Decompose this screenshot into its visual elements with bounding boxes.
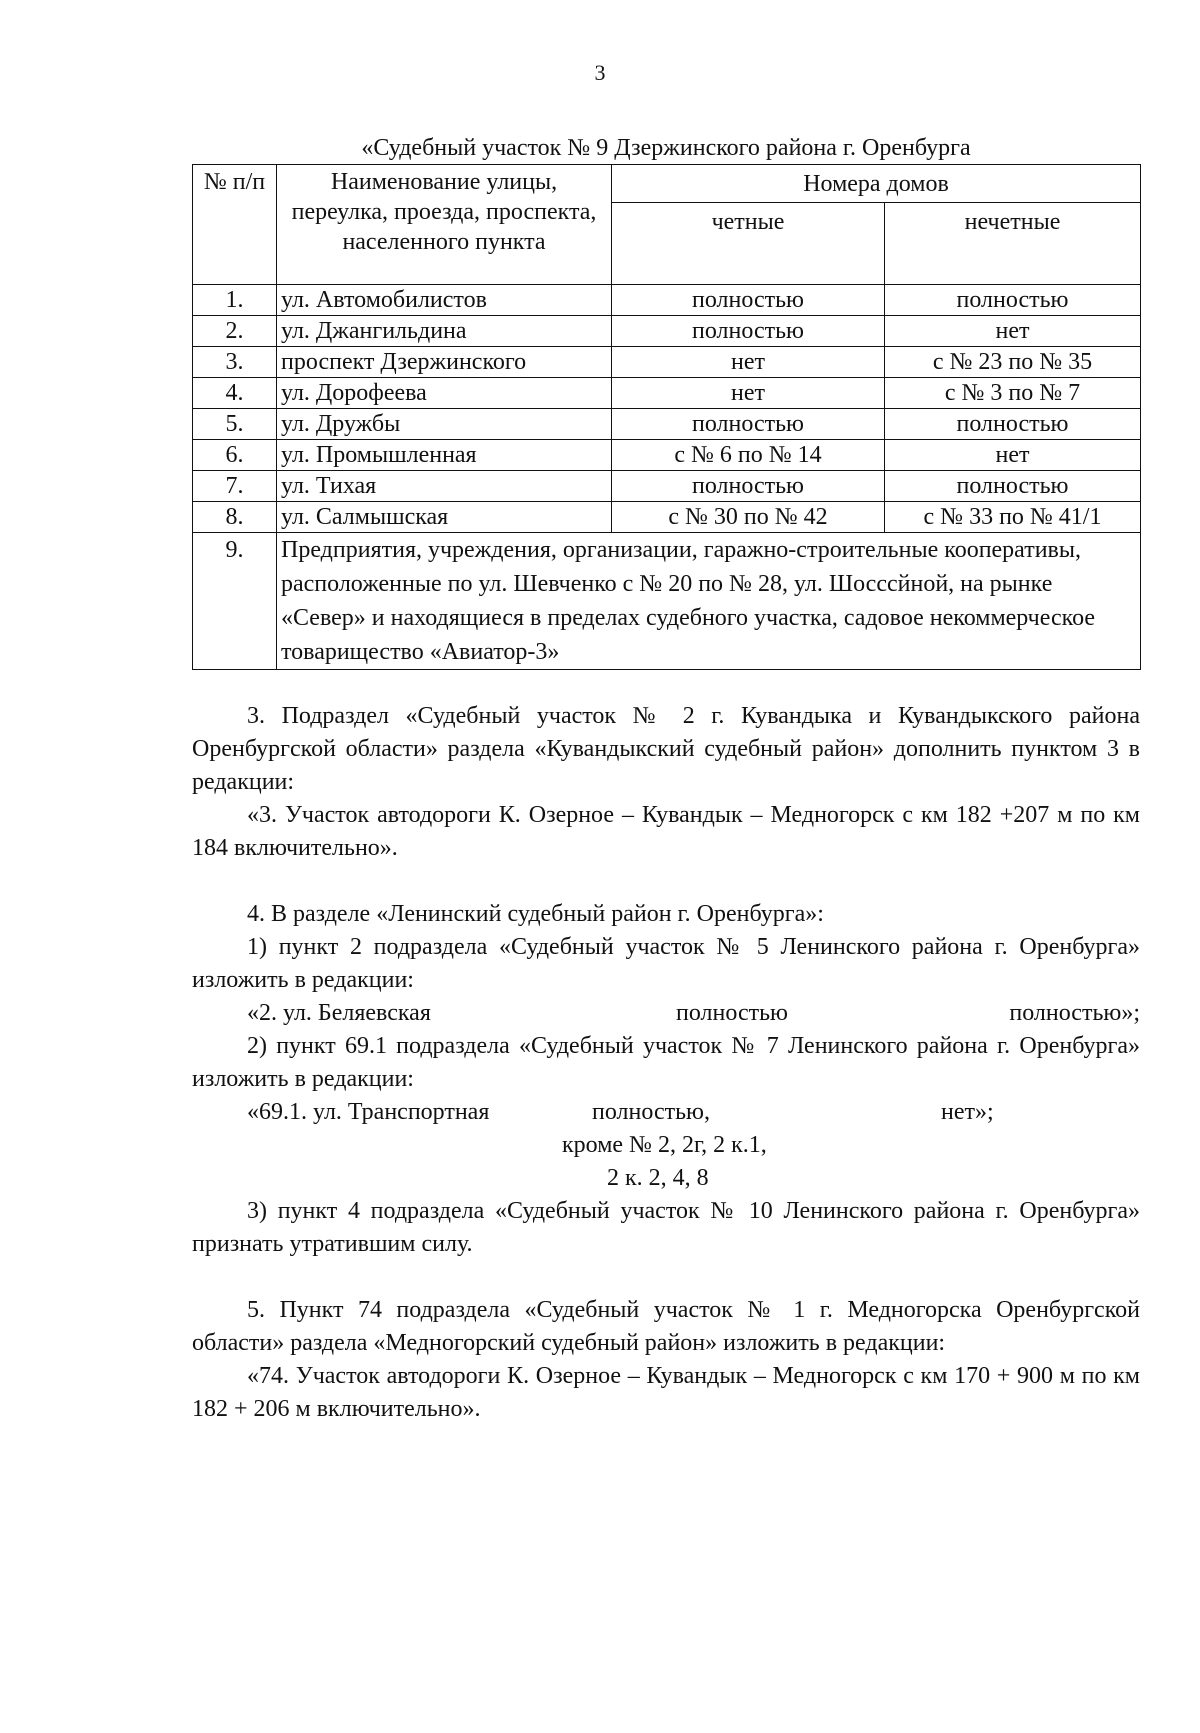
row-num: 6. [193, 440, 277, 471]
row-num: 8. [193, 502, 277, 533]
row-num: 4. [193, 378, 277, 409]
header-odd: нечетные [885, 203, 1141, 285]
section4-title: 4. В разделе «Ленинский судебный район г. Оренбурга»: [247, 901, 824, 927]
row-even: нет [612, 347, 885, 378]
row-street: ул. Джангильдина [277, 316, 612, 347]
item1-street: «2. ул. Беляевская [247, 1000, 431, 1026]
table-row [193, 440, 1141, 471]
row-street: ул. Дружбы [277, 409, 612, 440]
row-odd: с № 23 по № 35 [885, 347, 1141, 378]
section5-paragraph: 5. Пункт 74 подраздела «Судебный участок № 1 г. Медногорска Оренбургской области» раздела «Медногорский судебный район» изложить в редакции: [192, 1297, 1140, 1356]
header-street: Наименование улицы, переулка, проезда, проспекта, населенного пункта [277, 165, 612, 285]
row-even: с № 30 по № 42 [612, 502, 885, 533]
table-row [193, 285, 1141, 316]
table-body [193, 285, 1141, 533]
section4-item3: 3) пункт 4 подраздела «Судебный участок № 10 Ленинского района г. Оренбурга» признать утратившим силу. [192, 1198, 1140, 1257]
row-odd: полностью [885, 285, 1141, 316]
row-street: ул. Салмышская [277, 502, 612, 533]
row-odd: нет [885, 440, 1141, 471]
row-num: 9. [193, 533, 277, 670]
table-row [193, 378, 1141, 409]
header-houses: Номера домов [612, 165, 1141, 203]
row-even: полностью [612, 409, 885, 440]
row-even: с № 6 по № 14 [612, 440, 885, 471]
item2-odd: нет»; [941, 1099, 994, 1125]
section5-quote: «74. Участок автодороги К. Озерное – Кувандык – Медногорск с км 170 + 900 м по км 182 + 206 м включительно». [192, 1363, 1140, 1422]
row-street: ул. Тихая [277, 471, 612, 502]
row-odd: полностью [885, 471, 1141, 502]
document-body [192, 132, 1140, 1426]
row-even: полностью [612, 285, 885, 316]
header-num: № п/п [193, 165, 277, 285]
row-num: 5. [193, 409, 277, 440]
table-row [193, 471, 1141, 502]
row-street: ул. Промышленная [277, 440, 612, 471]
item2-street: «69.1. ул. Транспортная [247, 1099, 490, 1125]
row-odd: нет [885, 316, 1141, 347]
table-row [193, 409, 1141, 440]
section3-paragraph: 3. Подраздел «Судебный участок № 2 г. Кувандыка и Кувандыкского района Оренбургской области» раздела «Кувандыкский судебный район» дополнить пунктом 3 в редакции: [192, 703, 1140, 795]
item2-even-line3: 2 к. 2, 4, 8 [607, 1165, 709, 1191]
item1-even: полностью [676, 1000, 788, 1026]
page-number: 3 [594, 60, 606, 85]
amendments [192, 700, 1140, 1426]
row-num: 2. [193, 316, 277, 347]
court-district-table [192, 164, 1141, 670]
row-street: ул. Дорофеева [277, 378, 612, 409]
row-odd: с № 33 по № 41/1 [885, 502, 1141, 533]
item2-even-line2: кроме № 2, 2г, 2 к.1, [562, 1132, 767, 1158]
table-row [193, 502, 1141, 533]
table-row [193, 316, 1141, 347]
row-num: 3. [193, 347, 277, 378]
row-street: проспект Дзержинского [277, 347, 612, 378]
row-even: нет [612, 378, 885, 409]
table-row [193, 347, 1141, 378]
row-note: Предприятия, учреждения, организации, гаражно-строительные кооперативы, расположенные по ул. Шевченко с № 20 по № 28, ул. Шосссйной, на рынке «Север» и находящиеся в пределах судебного участка, садовое некоммерческое товарищество «Авиатор-3» [277, 533, 1141, 670]
section3-quote: «3. Участок автодороги К. Озерное – Кувандык – Медногорск с км 182 +207 м по км 184 включительно». [192, 802, 1140, 861]
table-row [193, 533, 1141, 670]
item2-even-line1: полностью, [592, 1099, 710, 1125]
section4-item2-row [192, 1096, 1140, 1195]
table-caption: «Судебный участок № 9 Дзержинского района г. Оренбурга [361, 135, 971, 161]
row-odd: полностью [885, 409, 1141, 440]
row-num: 7. [193, 471, 277, 502]
section4-item1: 1) пункт 2 подраздела «Судебный участок № 5 Ленинского района г. Оренбурга» изложить в редакции: [192, 934, 1140, 993]
row-num: 1. [193, 285, 277, 316]
header-even: четные [612, 203, 885, 285]
section4-item2: 2) пункт 69.1 подраздела «Судебный участок № 7 Ленинского района г. Оренбурга» изложить в редакции: [192, 1033, 1140, 1092]
row-street: ул. Автомобилистов [277, 285, 612, 316]
row-odd: с № 3 по № 7 [885, 378, 1141, 409]
item1-odd: полностью»; [1009, 1000, 1140, 1026]
section4-item1-row [192, 997, 1140, 1030]
row-even: полностью [612, 316, 885, 347]
row-even: полностью [612, 471, 885, 502]
